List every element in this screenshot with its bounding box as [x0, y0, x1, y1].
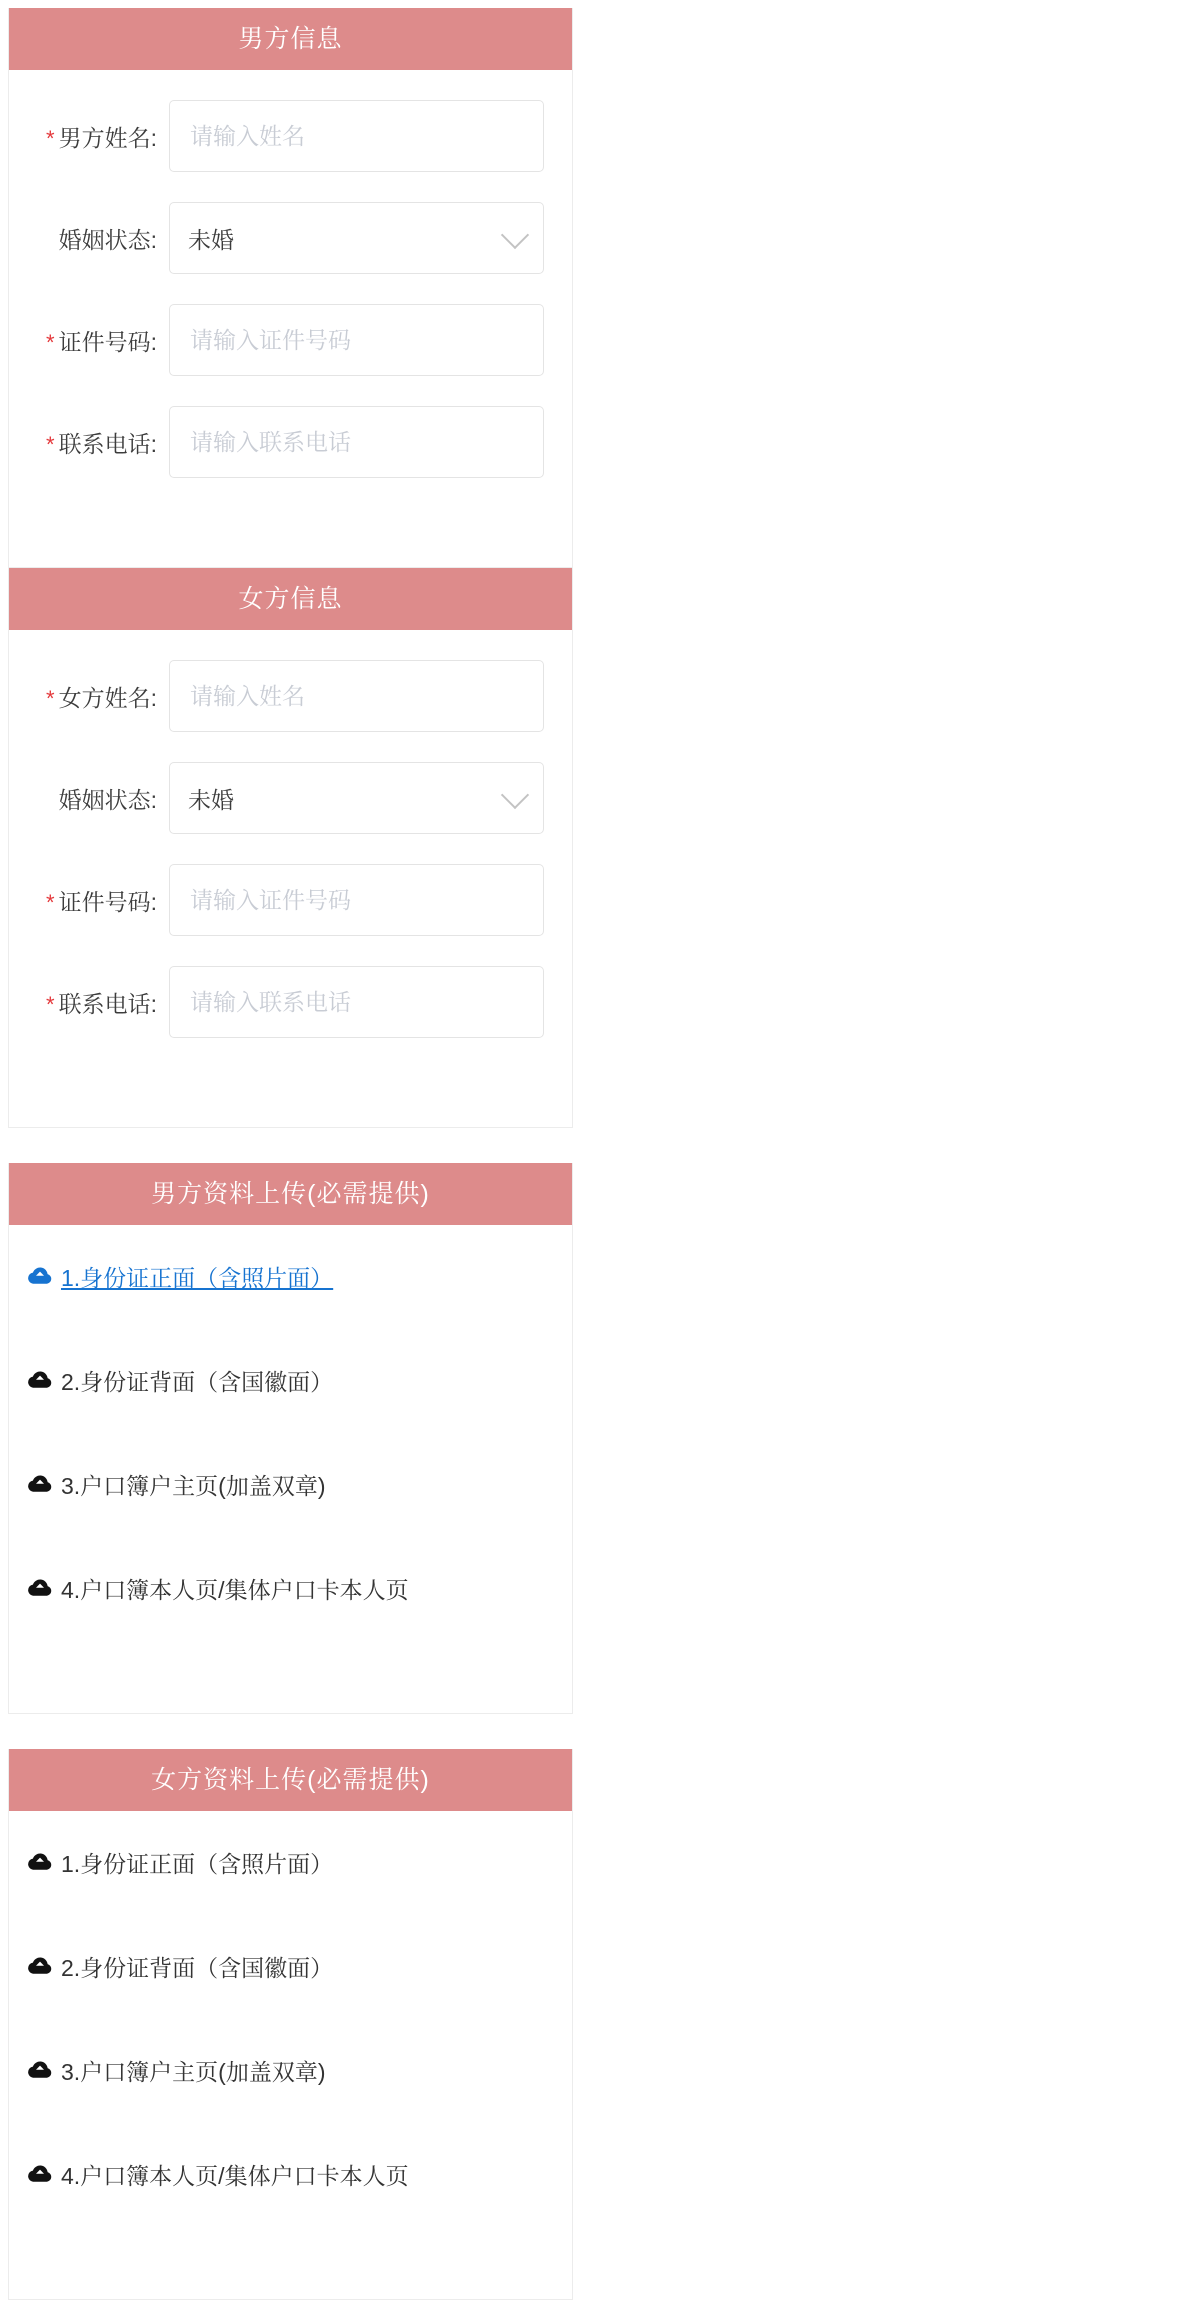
- cloud-upload-icon: [27, 1955, 53, 1977]
- male-id-label-wrap: [9, 324, 169, 357]
- male-name-label-wrap: [9, 120, 169, 153]
- male-upload-panel: [8, 1163, 573, 1714]
- list-item[interactable]: [27, 1253, 572, 1299]
- male-phone-field[interactable]: [169, 406, 544, 478]
- male-id-row: [9, 304, 544, 376]
- list-item-label: 2.身份证背面（含国徽面）: [61, 1368, 334, 1395]
- female-id-field[interactable]: [169, 864, 544, 936]
- male-name-input[interactable]: [188, 122, 525, 151]
- male-name-field[interactable]: [169, 100, 544, 172]
- female-info-panel: [8, 568, 573, 1128]
- female-name-field[interactable]: [169, 660, 544, 732]
- female-phone-field[interactable]: [169, 966, 544, 1038]
- female-marital-status-row: [9, 762, 544, 834]
- female-phone-label: 联系电话:: [58, 990, 157, 1017]
- required-marker-icon: *: [46, 992, 55, 1018]
- cloud-upload-icon: [27, 1851, 53, 1873]
- female-phone-row: [9, 966, 544, 1038]
- required-marker-icon: *: [46, 686, 55, 712]
- list-item-label: 2.身份证背面（含国徽面）: [61, 1954, 334, 1981]
- male-id-input[interactable]: [188, 326, 525, 355]
- female-info-title: 女方信息: [9, 568, 572, 630]
- chevron-down-icon: [501, 221, 529, 249]
- female-id-input[interactable]: [188, 886, 525, 915]
- list-item[interactable]: [27, 2047, 572, 2093]
- male-upload-title: 男方资料上传(必需提供): [9, 1163, 572, 1225]
- cloud-upload-icon: [27, 1577, 53, 1599]
- male-name-row: [9, 100, 544, 172]
- female-id-row: [9, 864, 544, 936]
- male-marital-status-row: [9, 202, 544, 274]
- male-phone-input[interactable]: [188, 428, 525, 457]
- male-phone-label: 联系电话:: [58, 430, 157, 457]
- female-marital-status-select[interactable]: [169, 762, 544, 834]
- male-marital-label: 婚姻状态:: [58, 226, 157, 253]
- list-item[interactable]: [27, 1461, 572, 1507]
- chevron-down-icon: [501, 781, 529, 809]
- female-id-label-wrap: [9, 884, 169, 917]
- male-info-body: [9, 70, 572, 478]
- female-name-input[interactable]: [188, 682, 525, 711]
- male-phone-label-wrap: [9, 426, 169, 459]
- female-upload-title: 女方资料上传(必需提供): [9, 1749, 572, 1811]
- list-item-label: 3.户口簿户主页(加盖双章): [61, 2058, 326, 2085]
- list-item[interactable]: [27, 2151, 572, 2197]
- panels-grid: [8, 8, 1195, 2300]
- male-upload-list: [9, 1225, 572, 1611]
- cloud-upload-icon: [27, 1473, 53, 1495]
- list-item-label: 1.身份证正面（含照片面）: [61, 1850, 334, 1877]
- male-info-panel: [8, 8, 573, 568]
- male-marital-status-value: 未婚: [188, 226, 234, 253]
- required-marker-icon: *: [46, 126, 55, 152]
- cloud-upload-icon: [27, 1369, 53, 1391]
- list-item[interactable]: [27, 1943, 572, 1989]
- female-phone-label-wrap: [9, 986, 169, 1019]
- male-id-field[interactable]: [169, 304, 544, 376]
- male-info-title: 男方信息: [9, 8, 572, 70]
- list-item-label: 4.户口簿本人页/集体户口卡本人页: [61, 1576, 409, 1603]
- female-marital-label: 婚姻状态:: [58, 786, 157, 813]
- female-marital-label-wrap: [9, 782, 169, 815]
- female-upload-list: [9, 1811, 572, 2197]
- required-marker-icon: *: [46, 890, 55, 916]
- female-name-label: 女方姓名:: [58, 684, 157, 711]
- list-item-label: 4.户口簿本人页/集体户口卡本人页: [61, 2162, 409, 2189]
- list-item[interactable]: [27, 1565, 572, 1611]
- female-phone-input[interactable]: [188, 988, 525, 1017]
- cloud-upload-icon: [27, 2163, 53, 2185]
- required-marker-icon: *: [46, 330, 55, 356]
- list-item-label: 1.身份证正面（含照片面）: [61, 1264, 334, 1291]
- female-info-body: [9, 630, 572, 1038]
- male-name-label: 男方姓名:: [58, 124, 157, 151]
- male-id-label: 证件号码:: [58, 328, 157, 355]
- male-marital-label-wrap: [9, 222, 169, 255]
- cloud-upload-icon: [27, 1265, 53, 1287]
- female-upload-panel: [8, 1749, 573, 2300]
- female-name-label-wrap: [9, 680, 169, 713]
- male-phone-row: [9, 406, 544, 478]
- male-marital-status-select[interactable]: [169, 202, 544, 274]
- female-name-row: [9, 660, 544, 732]
- female-marital-status-value: 未婚: [188, 786, 234, 813]
- list-item-label: 3.户口簿户主页(加盖双章): [61, 1472, 326, 1499]
- female-id-label: 证件号码:: [58, 888, 157, 915]
- required-marker-icon: *: [46, 432, 55, 458]
- list-item[interactable]: [27, 1839, 572, 1885]
- list-item[interactable]: [27, 1357, 572, 1403]
- cloud-upload-icon: [27, 2059, 53, 2081]
